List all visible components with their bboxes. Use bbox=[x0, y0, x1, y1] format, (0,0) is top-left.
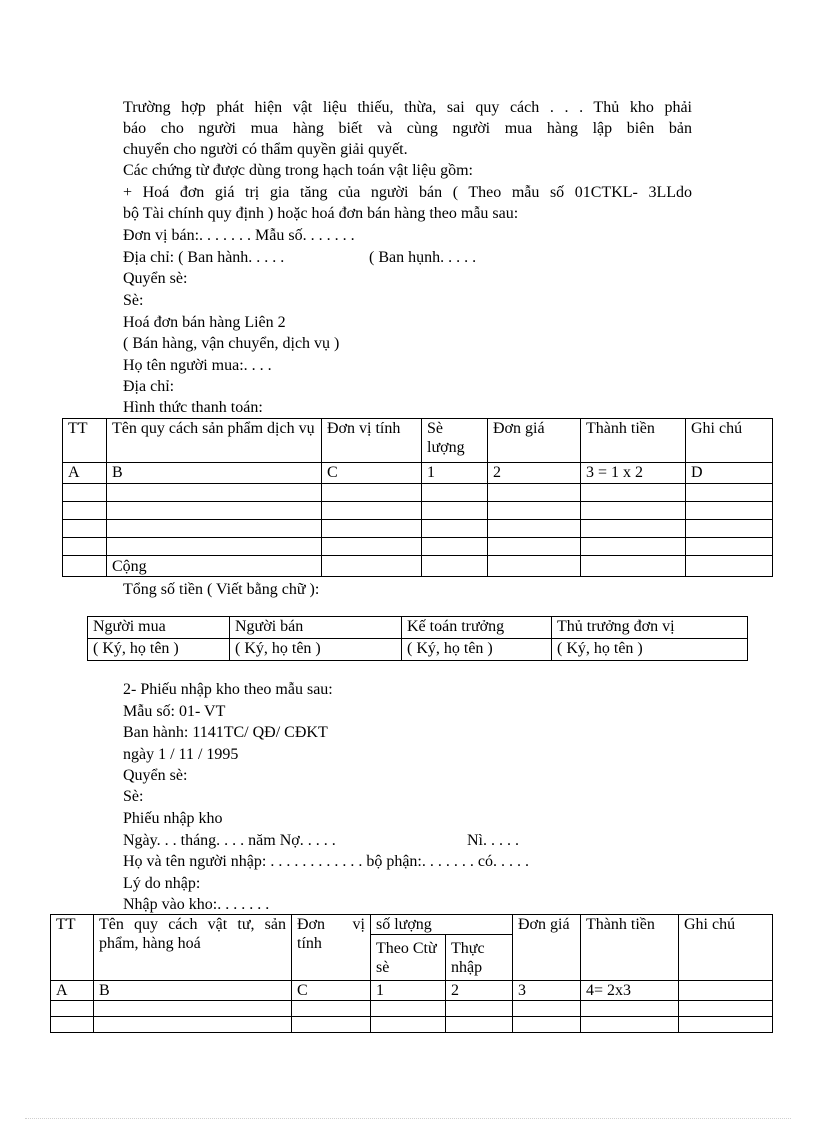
receipt-date-line-right: Nì. . . . . bbox=[467, 832, 519, 849]
header-amount: Thành tiền bbox=[581, 419, 686, 463]
reason-line: Lý do nhập: bbox=[123, 875, 201, 892]
intro-line: báo cho người mua hàng biết và cùng người mua hàng lập biên bản bbox=[123, 120, 692, 137]
code-cell bbox=[679, 981, 773, 1001]
receipt-title: Phiếu nhập kho bbox=[123, 810, 223, 827]
header-unit-price: Đơn giá bbox=[513, 915, 581, 981]
table-row bbox=[63, 538, 773, 556]
receipt-book-number: Quyển sè: bbox=[123, 767, 188, 784]
receipt-date-line-left: Ngày. . . tháng. . . . năm Nợ. . . . . bbox=[123, 832, 336, 849]
intro-line: + Hoá đơn giá trị gia tăng của người bán ( Theo mẫu số 01CTKL- 3LLdo bbox=[123, 184, 692, 201]
table-row bbox=[51, 1001, 773, 1017]
code-cell: 1 bbox=[422, 463, 488, 484]
total-label: Cộng bbox=[107, 556, 322, 577]
intro-line: Trường hợp phát hiện vật liệu thiếu, thừa, sai quy cách . . . Thủ kho phải bbox=[123, 99, 692, 116]
intro-line: Các chứng từ được dùng trong hạch toán vật liệu gồm: bbox=[123, 162, 473, 179]
address-line-left: Địa chỉ: ( Ban hành. . . . . bbox=[123, 249, 285, 266]
table-row bbox=[63, 502, 773, 520]
code-cell: 3 bbox=[513, 981, 581, 1001]
header-unit: Đơn vị tính bbox=[292, 915, 371, 981]
signature-role-row bbox=[88, 617, 748, 639]
invoice-number-line: Sè: bbox=[123, 292, 144, 309]
payment-method-line: Hình thức thanh toán: bbox=[123, 399, 263, 416]
header-unit: Đơn vị tính bbox=[322, 419, 422, 463]
seller-unit-line: Đơn vị bán:. . . . . . . Mẫu số. . . . . . . bbox=[123, 227, 355, 244]
page-bottom-divider bbox=[25, 1118, 791, 1119]
signature-table bbox=[87, 616, 748, 661]
header-tt: TT bbox=[63, 419, 107, 463]
header-tt: TT bbox=[51, 915, 94, 981]
header-quantity: số lượng bbox=[371, 915, 513, 935]
role-buyer: Người mua bbox=[88, 617, 230, 639]
invoice-code-row bbox=[63, 463, 773, 484]
header-product-name: Tên quy cách sản phẩm dịch vụ bbox=[107, 419, 322, 463]
code-cell: A bbox=[51, 981, 94, 1001]
signature-note: ( Ký, họ tên ) bbox=[402, 639, 552, 661]
book-number-line: Quyển sè: bbox=[123, 270, 188, 287]
header-note: Ghi chú bbox=[686, 419, 773, 463]
invoice-title: Hoá đơn bán hàng Liên 2 bbox=[123, 314, 286, 331]
receipt-number: Sè: bbox=[123, 788, 144, 805]
header-qty-actual: Thực nhập bbox=[446, 935, 513, 981]
role-seller: Người bán bbox=[230, 617, 402, 639]
table-row bbox=[51, 1017, 773, 1033]
code-cell: 2 bbox=[446, 981, 513, 1001]
receipt-form-number: Mẫu số: 01- VT bbox=[123, 703, 226, 720]
intro-line: bộ Tài chính quy định ) hoặc hoá đơn bán hàng theo mẫu sau: bbox=[123, 205, 519, 222]
code-cell: A bbox=[63, 463, 107, 484]
receipt-issued: Ban hành: 1141TC/ QĐ/ CĐKT bbox=[123, 724, 328, 741]
header-material-name: Tên quy cách vật tư, sản phẩm, hàng hoá bbox=[94, 915, 292, 981]
role-chief-accountant: Kế toán trưởng bbox=[402, 617, 552, 639]
header-amount: Thành tiền bbox=[581, 915, 679, 981]
code-cell: C bbox=[322, 463, 422, 484]
code-cell: 3 = 1 x 2 bbox=[581, 463, 686, 484]
receiver-line: Họ và tên người nhập: . . . . . . . . . . . . bộ phận:. . . . . . . có. . . . . bbox=[123, 853, 529, 870]
header-quantity: Sè lượng bbox=[422, 419, 488, 463]
receipt-header-row bbox=[51, 915, 773, 935]
signature-note: ( Ký, họ tên ) bbox=[552, 639, 748, 661]
total-in-words-line: Tổng số tiền ( Viết bằng chữ ): bbox=[123, 581, 320, 598]
invoice-total-row bbox=[63, 556, 773, 577]
role-unit-head: Thủ trưởng đơn vị bbox=[552, 617, 748, 639]
receipt-date: ngày 1 / 11 / 1995 bbox=[123, 746, 239, 763]
receipt-code-row bbox=[51, 981, 773, 1001]
table-row bbox=[63, 484, 773, 502]
intro-line: chuyển cho người có thẩm quyền giải quyết. bbox=[123, 141, 408, 158]
signature-note: ( Ký, họ tên ) bbox=[88, 639, 230, 661]
table-row bbox=[63, 520, 773, 538]
header-qty-per-document: Theo Ctừ sè bbox=[371, 935, 446, 981]
buyer-name-line: Họ tên người mua:. . . . bbox=[123, 357, 272, 374]
receipt-table bbox=[50, 914, 773, 1033]
invoice-subtitle: ( Bán hàng, vận chuyển, dịch vụ ) bbox=[123, 335, 340, 352]
code-cell: B bbox=[107, 463, 322, 484]
header-note: Ghi chú bbox=[679, 915, 773, 981]
code-cell: B bbox=[94, 981, 292, 1001]
receipt-heading: 2- Phiếu nhập kho theo mẫu sau: bbox=[123, 681, 333, 698]
signature-note: ( Ký, họ tên ) bbox=[230, 639, 402, 661]
warehouse-line: Nhập vào kho:. . . . . . . bbox=[123, 896, 270, 913]
code-cell: 1 bbox=[371, 981, 446, 1001]
code-cell: 2 bbox=[488, 463, 581, 484]
code-cell: 4= 2x3 bbox=[581, 981, 679, 1001]
invoice-table bbox=[62, 418, 773, 577]
buyer-address-line: Địa chỉ: bbox=[123, 378, 175, 395]
header-unit-price: Đơn giá bbox=[488, 419, 581, 463]
code-cell: C bbox=[292, 981, 371, 1001]
code-cell: D bbox=[686, 463, 773, 484]
signature-note-row bbox=[88, 639, 748, 661]
invoice-header-row bbox=[63, 419, 773, 463]
address-line-right: ( Ban hụnh. . . . . bbox=[369, 249, 477, 266]
